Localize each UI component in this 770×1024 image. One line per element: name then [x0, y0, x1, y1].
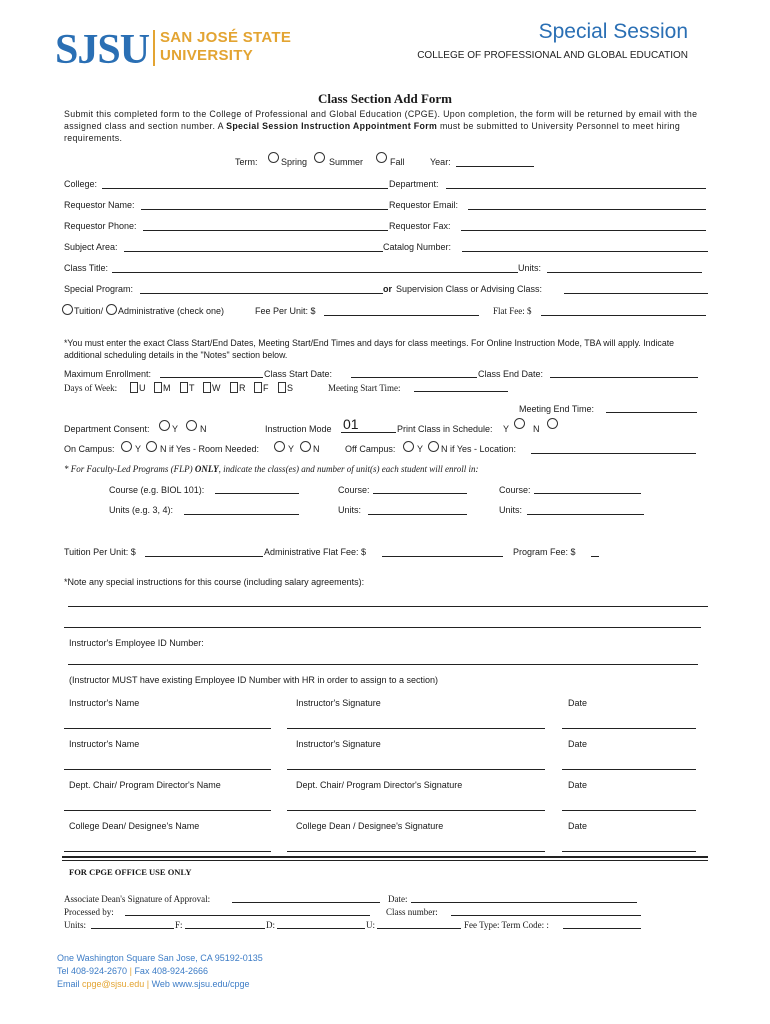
- meeting-start-field[interactable]: [414, 391, 508, 392]
- units-1-field[interactable]: [184, 514, 299, 515]
- dept-chair-name-label: Dept. Chair/ Program Director's Name: [69, 780, 221, 790]
- or-label: or: [383, 284, 392, 294]
- date-4-field[interactable]: [562, 851, 696, 852]
- instructor-signature-1-field[interactable]: [287, 728, 545, 729]
- room-needed-no-radio[interactable]: [300, 441, 311, 452]
- class-start-label: Class Start Date:: [264, 369, 333, 379]
- term-fall-radio[interactable]: [376, 152, 387, 163]
- off-campus-label: Off Campus:: [345, 444, 396, 454]
- on-campus-yes-label: Y: [135, 444, 142, 454]
- special-instructions-line-2[interactable]: [64, 627, 701, 628]
- term-label: Term:: [235, 157, 258, 167]
- day-w-checkbox[interactable]: [203, 382, 211, 393]
- supervision-label: Supervision Class or Advising Class:: [396, 284, 543, 294]
- year-field[interactable]: [456, 166, 534, 167]
- office-d-label: D:: [266, 920, 275, 930]
- instruction-mode-label: Instruction Mode: [265, 424, 332, 434]
- instructor-name-1-label: Instructor's Name: [69, 698, 140, 708]
- on-campus-yes-radio[interactable]: [121, 441, 132, 452]
- date-3-label: Date: [568, 780, 588, 790]
- class-start-field[interactable]: [351, 377, 477, 378]
- term-spring-radio[interactable]: [268, 152, 279, 163]
- logo-divider: [153, 30, 155, 66]
- department-field[interactable]: [446, 188, 706, 189]
- office-f-field[interactable]: [185, 928, 265, 929]
- location-field[interactable]: [531, 453, 696, 454]
- day-t-label: T: [189, 383, 195, 393]
- dean-signature-field[interactable]: [287, 851, 545, 852]
- tuition-label: Tuition/: [74, 306, 104, 316]
- day-f-label: F: [263, 383, 269, 393]
- instructor-signature-2-label: Instructor's Signature: [296, 739, 381, 749]
- administrative-label: Administrative (check one): [118, 306, 225, 316]
- subject-area-label: Subject Area:: [64, 242, 118, 252]
- off-campus-yes-radio[interactable]: [403, 441, 414, 452]
- footer-separator-2: |: [146, 979, 150, 989]
- day-u-label: U: [139, 383, 146, 393]
- date-4-label: Date: [568, 821, 588, 831]
- program-fee-field[interactable]: [591, 556, 599, 557]
- office-f-label: F:: [175, 920, 183, 930]
- tuition-per-unit-field[interactable]: [145, 556, 263, 557]
- subject-area-field[interactable]: [124, 251, 383, 252]
- day-m-checkbox[interactable]: [154, 382, 162, 393]
- units-1-label: Units (e.g. 3, 4):: [109, 505, 174, 515]
- course-2-label: Course:: [338, 485, 370, 495]
- print-schedule-yes-radio[interactable]: [514, 418, 525, 429]
- office-date-field[interactable]: [411, 902, 637, 903]
- catalog-number-label: Catalog Number:: [383, 242, 452, 252]
- requestor-name-label: Requestor Name:: [64, 200, 135, 210]
- day-r-checkbox[interactable]: [230, 382, 238, 393]
- logo-university-line1: SAN JOSÉ STATE: [160, 29, 292, 46]
- processed-by-label: Processed by:: [64, 907, 114, 917]
- meeting-end-field[interactable]: [606, 412, 697, 413]
- dept-chair-name-field[interactable]: [64, 810, 271, 811]
- day-s-checkbox[interactable]: [278, 382, 286, 393]
- room-needed-yes-radio[interactable]: [274, 441, 285, 452]
- off-campus-no-radio[interactable]: [428, 441, 439, 452]
- instructor-name-1-field[interactable]: [64, 728, 271, 729]
- tuition-radio[interactable]: [62, 304, 73, 315]
- requestor-fax-field[interactable]: [461, 230, 706, 231]
- office-u-label: U:: [366, 920, 375, 930]
- office-units-field[interactable]: [91, 928, 174, 929]
- date-1-label: Date: [568, 698, 588, 708]
- class-number-field[interactable]: [451, 915, 641, 916]
- day-u-checkbox[interactable]: [130, 382, 138, 393]
- course-3-field[interactable]: [534, 493, 641, 494]
- dept-consent-no-label: N: [200, 424, 207, 434]
- dept-consent-yes-label: Y: [172, 424, 179, 434]
- off-campus-yes-label: Y: [417, 444, 424, 454]
- dept-chair-signature-field[interactable]: [287, 810, 545, 811]
- employee-id-label: Instructor's Employee ID Number:: [69, 638, 204, 648]
- admin-flat-fee-field[interactable]: [382, 556, 503, 557]
- max-enrollment-label: Maximum Enrollment:: [64, 369, 152, 379]
- location-label: N if Yes - Location:: [441, 444, 517, 454]
- dept-consent-label: Department Consent:: [64, 424, 150, 434]
- administrative-radio[interactable]: [106, 304, 117, 315]
- sjsu-logo: SJSU: [55, 27, 150, 73]
- dean-name-label: College Dean/ Designee's Name: [69, 821, 200, 831]
- office-use-divider: [62, 856, 708, 858]
- day-t-checkbox[interactable]: [180, 382, 188, 393]
- office-units-label: Units:: [64, 920, 87, 930]
- admin-flat-fee-label: Administrative Flat Fee: $: [264, 547, 367, 557]
- fee-type-label: Fee Type: Term Code: :: [464, 920, 549, 930]
- term-summer-radio[interactable]: [314, 152, 325, 163]
- room-needed-label: N if Yes - Room Needed:: [160, 444, 260, 454]
- fee-per-unit-label: Fee Per Unit: $: [255, 306, 316, 316]
- fee-per-unit-field[interactable]: [324, 315, 479, 316]
- assoc-dean-field[interactable]: [232, 902, 380, 903]
- max-enrollment-field[interactable]: [160, 377, 263, 378]
- class-title-label: Class Title:: [64, 263, 109, 273]
- footer-contact-row: [57, 979, 250, 989]
- employee-id-note: (Instructor MUST have existing Employee ID Number with HR in order to assign to a section): [69, 675, 438, 685]
- course-1-field[interactable]: [215, 493, 299, 494]
- footer-address: One Washington Square San Jose, CA 95192-0135: [57, 953, 263, 963]
- date-1-field[interactable]: [562, 728, 696, 729]
- office-u-field[interactable]: [377, 928, 461, 929]
- employee-id-field[interactable]: [68, 664, 698, 665]
- footer-email-link[interactable]: cpge@sjsu.edu: [82, 979, 145, 989]
- units-field[interactable]: [547, 272, 702, 273]
- term-fall-label: Fall: [390, 157, 405, 167]
- units-2-label: Units:: [338, 505, 362, 515]
- flat-fee-label: Flat Fee: $: [493, 306, 532, 316]
- year-label: Year:: [430, 157, 451, 167]
- dean-name-field[interactable]: [64, 851, 271, 852]
- requestor-fax-label: Requestor Fax:: [389, 221, 451, 231]
- office-use-title: FOR CPGE OFFICE USE ONLY: [69, 867, 192, 877]
- tuition-per-unit-label: Tuition Per Unit: $: [64, 547, 136, 557]
- department-label: Department:: [389, 179, 439, 189]
- day-f-checkbox[interactable]: [254, 382, 262, 393]
- term-spring-label: Spring: [281, 157, 308, 167]
- course-2-field[interactable]: [373, 493, 467, 494]
- date-2-field[interactable]: [562, 769, 696, 770]
- footer-phone-row: [57, 966, 208, 976]
- processed-by-field[interactable]: [125, 915, 370, 916]
- requestor-phone-field[interactable]: [143, 230, 388, 231]
- instructor-name-2-label: Instructor's Name: [69, 739, 140, 749]
- print-schedule-no-radio[interactable]: [547, 418, 558, 429]
- print-schedule-yes-label: Y: [503, 424, 510, 434]
- class-title-field[interactable]: [112, 272, 518, 273]
- day-m-label: M: [163, 383, 171, 393]
- instruction-mode-field: [341, 432, 396, 433]
- special-program-field[interactable]: [140, 293, 383, 294]
- schedule-note: *You must enter the exact Class Start/End Dates, Meeting Start/End Times and days for class meetings. For Online Instruction Mode, TBA will apply. Indicate additional scheduling details in the "Notes" section below.: [64, 338, 675, 360]
- form-title: Class Section Add Form: [318, 91, 452, 106]
- office-date-label: Date:: [388, 894, 408, 904]
- date-3-field[interactable]: [562, 810, 696, 811]
- meeting-start-label: Meeting Start Time:: [328, 383, 401, 393]
- footer-separator: |: [129, 966, 132, 976]
- day-r-label: R: [239, 383, 246, 393]
- flat-fee-field[interactable]: [541, 315, 706, 316]
- requestor-email-field[interactable]: [468, 209, 706, 210]
- office-d-field[interactable]: [277, 928, 365, 929]
- logo-university-line2: UNIVERSITY: [160, 47, 254, 64]
- catalog-number-field[interactable]: [462, 251, 708, 252]
- header-title: Special Session: [538, 20, 688, 43]
- print-schedule-label: Print Class in Schedule:: [397, 424, 493, 434]
- dept-consent-yes-radio[interactable]: [159, 420, 170, 431]
- footer-web-link[interactable]: www.sjsu.edu/cpge: [172, 979, 250, 989]
- class-end-label: Class End Date:: [478, 369, 544, 379]
- footer-fax: Fax 408-924-2666: [134, 966, 208, 976]
- instructor-signature-2-field[interactable]: [287, 769, 545, 770]
- print-schedule-no-label: N: [533, 424, 540, 434]
- instructor-name-2-field[interactable]: [64, 769, 271, 770]
- date-2-label: Date: [568, 739, 588, 749]
- program-fee-label: Program Fee: $: [513, 547, 576, 557]
- class-end-field[interactable]: [550, 377, 698, 378]
- special-instructions-line-1[interactable]: [68, 606, 708, 607]
- instruction-mode-value[interactable]: 01: [343, 416, 359, 432]
- day-w-label: W: [212, 383, 221, 393]
- room-needed-no-label: N: [313, 444, 320, 454]
- meeting-end-label: Meeting End Time:: [519, 404, 595, 414]
- footer-tel: Tel 408-924-2670: [57, 966, 128, 976]
- dept-chair-signature-label: Dept. Chair/ Program Director's Signature: [296, 780, 463, 790]
- units-label: Units:: [518, 263, 542, 273]
- college-label: College:: [64, 179, 98, 189]
- on-campus-label: On Campus:: [64, 444, 115, 454]
- flp-note: * For Faculty-Led Programs (FLP) ONLY, indicate the class(es) and number of unit(s) each student will enroll in:: [64, 464, 479, 474]
- dean-signature-label: College Dean / Designee's Signature: [296, 821, 444, 831]
- term-summer-label: Summer: [329, 157, 364, 167]
- office-use-divider-thin: [62, 860, 708, 861]
- class-number-label: Class number:: [386, 907, 438, 917]
- footer-web-prefix: Web: [151, 979, 170, 989]
- course-1-label: Course (e.g. BIOL 101):: [109, 485, 205, 495]
- on-campus-no-radio[interactable]: [146, 441, 157, 452]
- units-2-field[interactable]: [368, 514, 467, 515]
- days-of-week-label: Days of Week:: [64, 383, 118, 393]
- special-instructions-label: *Note any special instructions for this course (including salary agreements):: [64, 577, 365, 587]
- units-3-label: Units:: [499, 505, 523, 515]
- fee-type-field[interactable]: [563, 928, 641, 929]
- assoc-dean-label: Associate Dean's Signature of Approval:: [64, 894, 211, 904]
- requestor-phone-label: Requestor Phone:: [64, 221, 137, 231]
- intro-paragraph: Submit this completed form to the College of Professional and Global Education (CPGE). Upon completion, the form will be returned by email with the assigned class and section number. A Special Session Instruction Appointment Form must be submitted to University Personnel to meet hiring requirements.: [64, 109, 698, 143]
- room-needed-yes-label: Y: [288, 444, 295, 454]
- supervision-field[interactable]: [564, 293, 708, 294]
- requestor-email-label: Requestor Email:: [389, 200, 459, 210]
- units-3-field[interactable]: [527, 514, 644, 515]
- header-subtitle: COLLEGE OF PROFESSIONAL AND GLOBAL EDUCATION: [417, 50, 688, 61]
- course-3-label: Course:: [499, 485, 531, 495]
- special-program-label: Special Program:: [64, 284, 134, 294]
- footer-email-prefix: Email: [57, 979, 80, 989]
- instructor-signature-1-label: Instructor's Signature: [296, 698, 381, 708]
- college-field[interactable]: [102, 188, 388, 189]
- dept-consent-no-radio[interactable]: [186, 420, 197, 431]
- day-s-label: S: [287, 383, 294, 393]
- requestor-name-field[interactable]: [141, 209, 388, 210]
